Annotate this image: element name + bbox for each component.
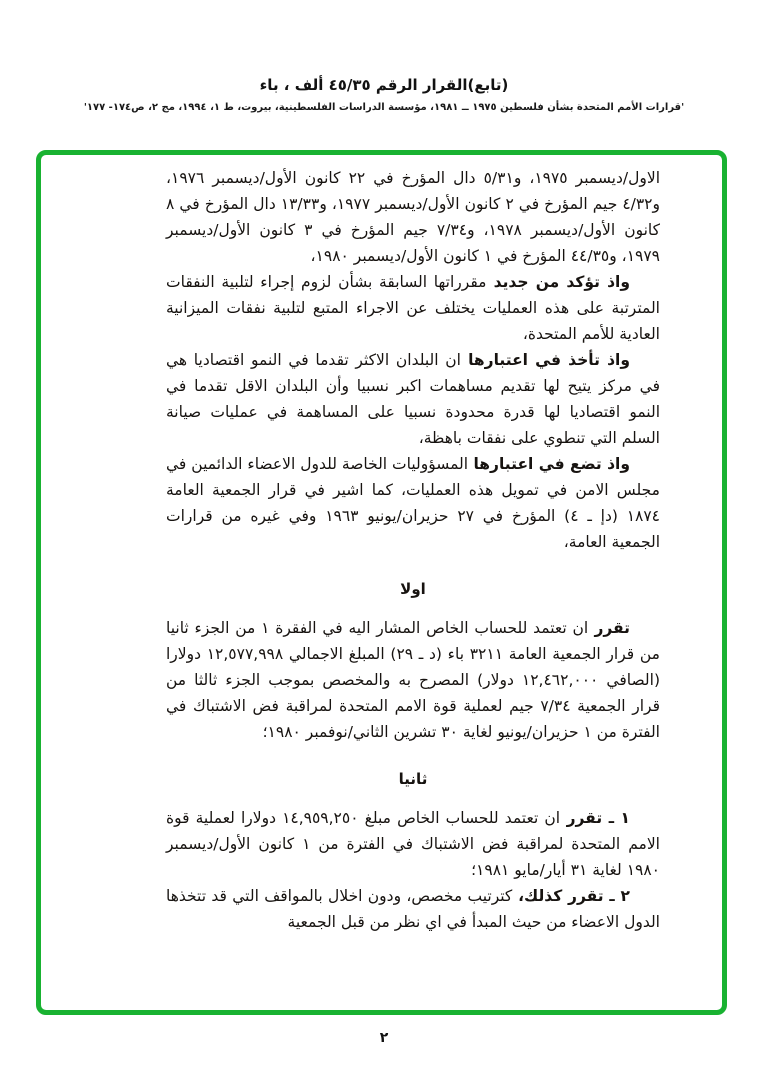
paragraph-lead: تقرر: [588, 619, 630, 637]
paragraph-lead: ١ ـ تقرر: [560, 809, 631, 827]
highlight-frame: [36, 150, 727, 1015]
paragraph: تقرر ان تعتمد للحساب الخاص المشار اليه في الفقرة ١ من الجزء ثانيا من قرار الجمعية العامة ٣٢١١ باء (د ـ ٢٩) المبلغ الاجمالي ١٢,٥٧٧,٩٩٨ دولارا (الصافي ١٢,٤٦٢,٠٠٠ دولار) المصرح به والمخصص بموجب الجزء ثالثا من قرار الجمعية ٧/٣٤ جيم لعملية قوة الامم المتحدة لمراقبة فض الاشتباك في الفترة من ١ حزيران/يونيو لغاية ٣٠ تشرين الثاني/نوفمبر ١٩٨٠؛: [166, 619, 660, 741]
paragraph-lead: واذ تؤكد من جديد: [486, 273, 631, 291]
paragraph: ١ ـ تقرر ان تعتمد للحساب الخاص مبلغ ١٤,٩٥٩,٢٥٠ دولارا لعملية قوة الامم المتحدة لمراقبة فض الاشتباك في الفترة من ١ كانون الأول/ديسمبر ١٩٨٠ لغاية ٣١ أيار/مايو ١٩٨١؛: [166, 809, 660, 879]
paragraph: واذ تضع في اعتبارها المسؤوليات الخاصة للدول الاعضاء الدائمين في مجلس الامن في تمويل هذه العمليات، كما اشير في قرار الجمعية العامة ١٨٧٤ (دإ ـ ٤) المؤرخ في ٢٧ حزيران/يونيو ١٩٦٣ وفي غيره من قرارات الجمعية العامة،: [166, 455, 661, 551]
paragraph: واذ تأخذ في اعتبارها ان البلدان الاكثر تقدما في النمو اقتصاديا هي في مركز يتيح لها تقديم مساهمات اكبر نسبيا وأن البلدان الاقل تقدما في النمو اقتصاديا لها قدرة محدودة نسبيا على المساهمة في عمليات صيانة السلم التي تنطوي على نفقات باهظة،: [166, 351, 660, 447]
paragraph: واذ تؤكد من جديد مقرراتها السابقة بشأن لزوم إجراء لتلبية النفقات المترتبة على هذه العمليات يختلف عن الاجراء المتبع لتلبية نفقات الميزانية العادية للأمم المتحدة،: [166, 273, 660, 343]
section-heading: ثانيا: [398, 770, 428, 788]
page-number: ٢: [379, 1030, 389, 1046]
paragraph-lead: واذ تضع في اعتبارها: [468, 455, 630, 473]
paragraph-lead: ٢ ـ تقرر كذلك،: [512, 887, 630, 905]
paragraph-lead: واذ تأخذ في اعتبارها: [460, 351, 630, 369]
resolution-title: (تابع)القرار الرقم ٤٥/٣٥ ألف ، باء: [259, 76, 509, 94]
source-citation: 'قرارات الأمم المتحدة بشأن فلسطين ١٩٧٥ ــ ١٩٨١، مؤسسة الدراسات الفلسطينية، بيروت، ط ١، ١٩٩٤، مج ٢، ص١٧٤- ١٧٧': [83, 102, 685, 113]
paragraph: ٢ ـ تقرر كذلك، كترتيب مخصص، ودون اخلال بالمواقف التي قد تتخذها الدول الاعضاء من حيث المبدأ في اي نظر من قبل الجمعية: [166, 887, 660, 931]
section-heading: اولا: [400, 580, 426, 598]
resolution-body: [166, 165, 660, 935]
paragraph: الاول/ديسمبر ١٩٧٥، و٥/٣١ دال المؤرخ في ٢٢ كانون الأول/ديسمبر ١٩٧٦، و٤/٣٢ جيم المؤرخ في ٢ كانون الأول/ديسمبر ١٩٧٧، و١٣/٣٣ دال المؤرخ في ٨ كانون الأول/ديسمبر ١٩٧٨، و٧/٣٤ جيم المؤرخ في ٣ كانون الأول/ديسمبر ١٩٧٩، و٤٤/٣٥ المؤرخ في ١ كانون الأول/ديسمبر ١٩٨٠،: [166, 169, 661, 265]
page-header: [0, 76, 768, 113]
